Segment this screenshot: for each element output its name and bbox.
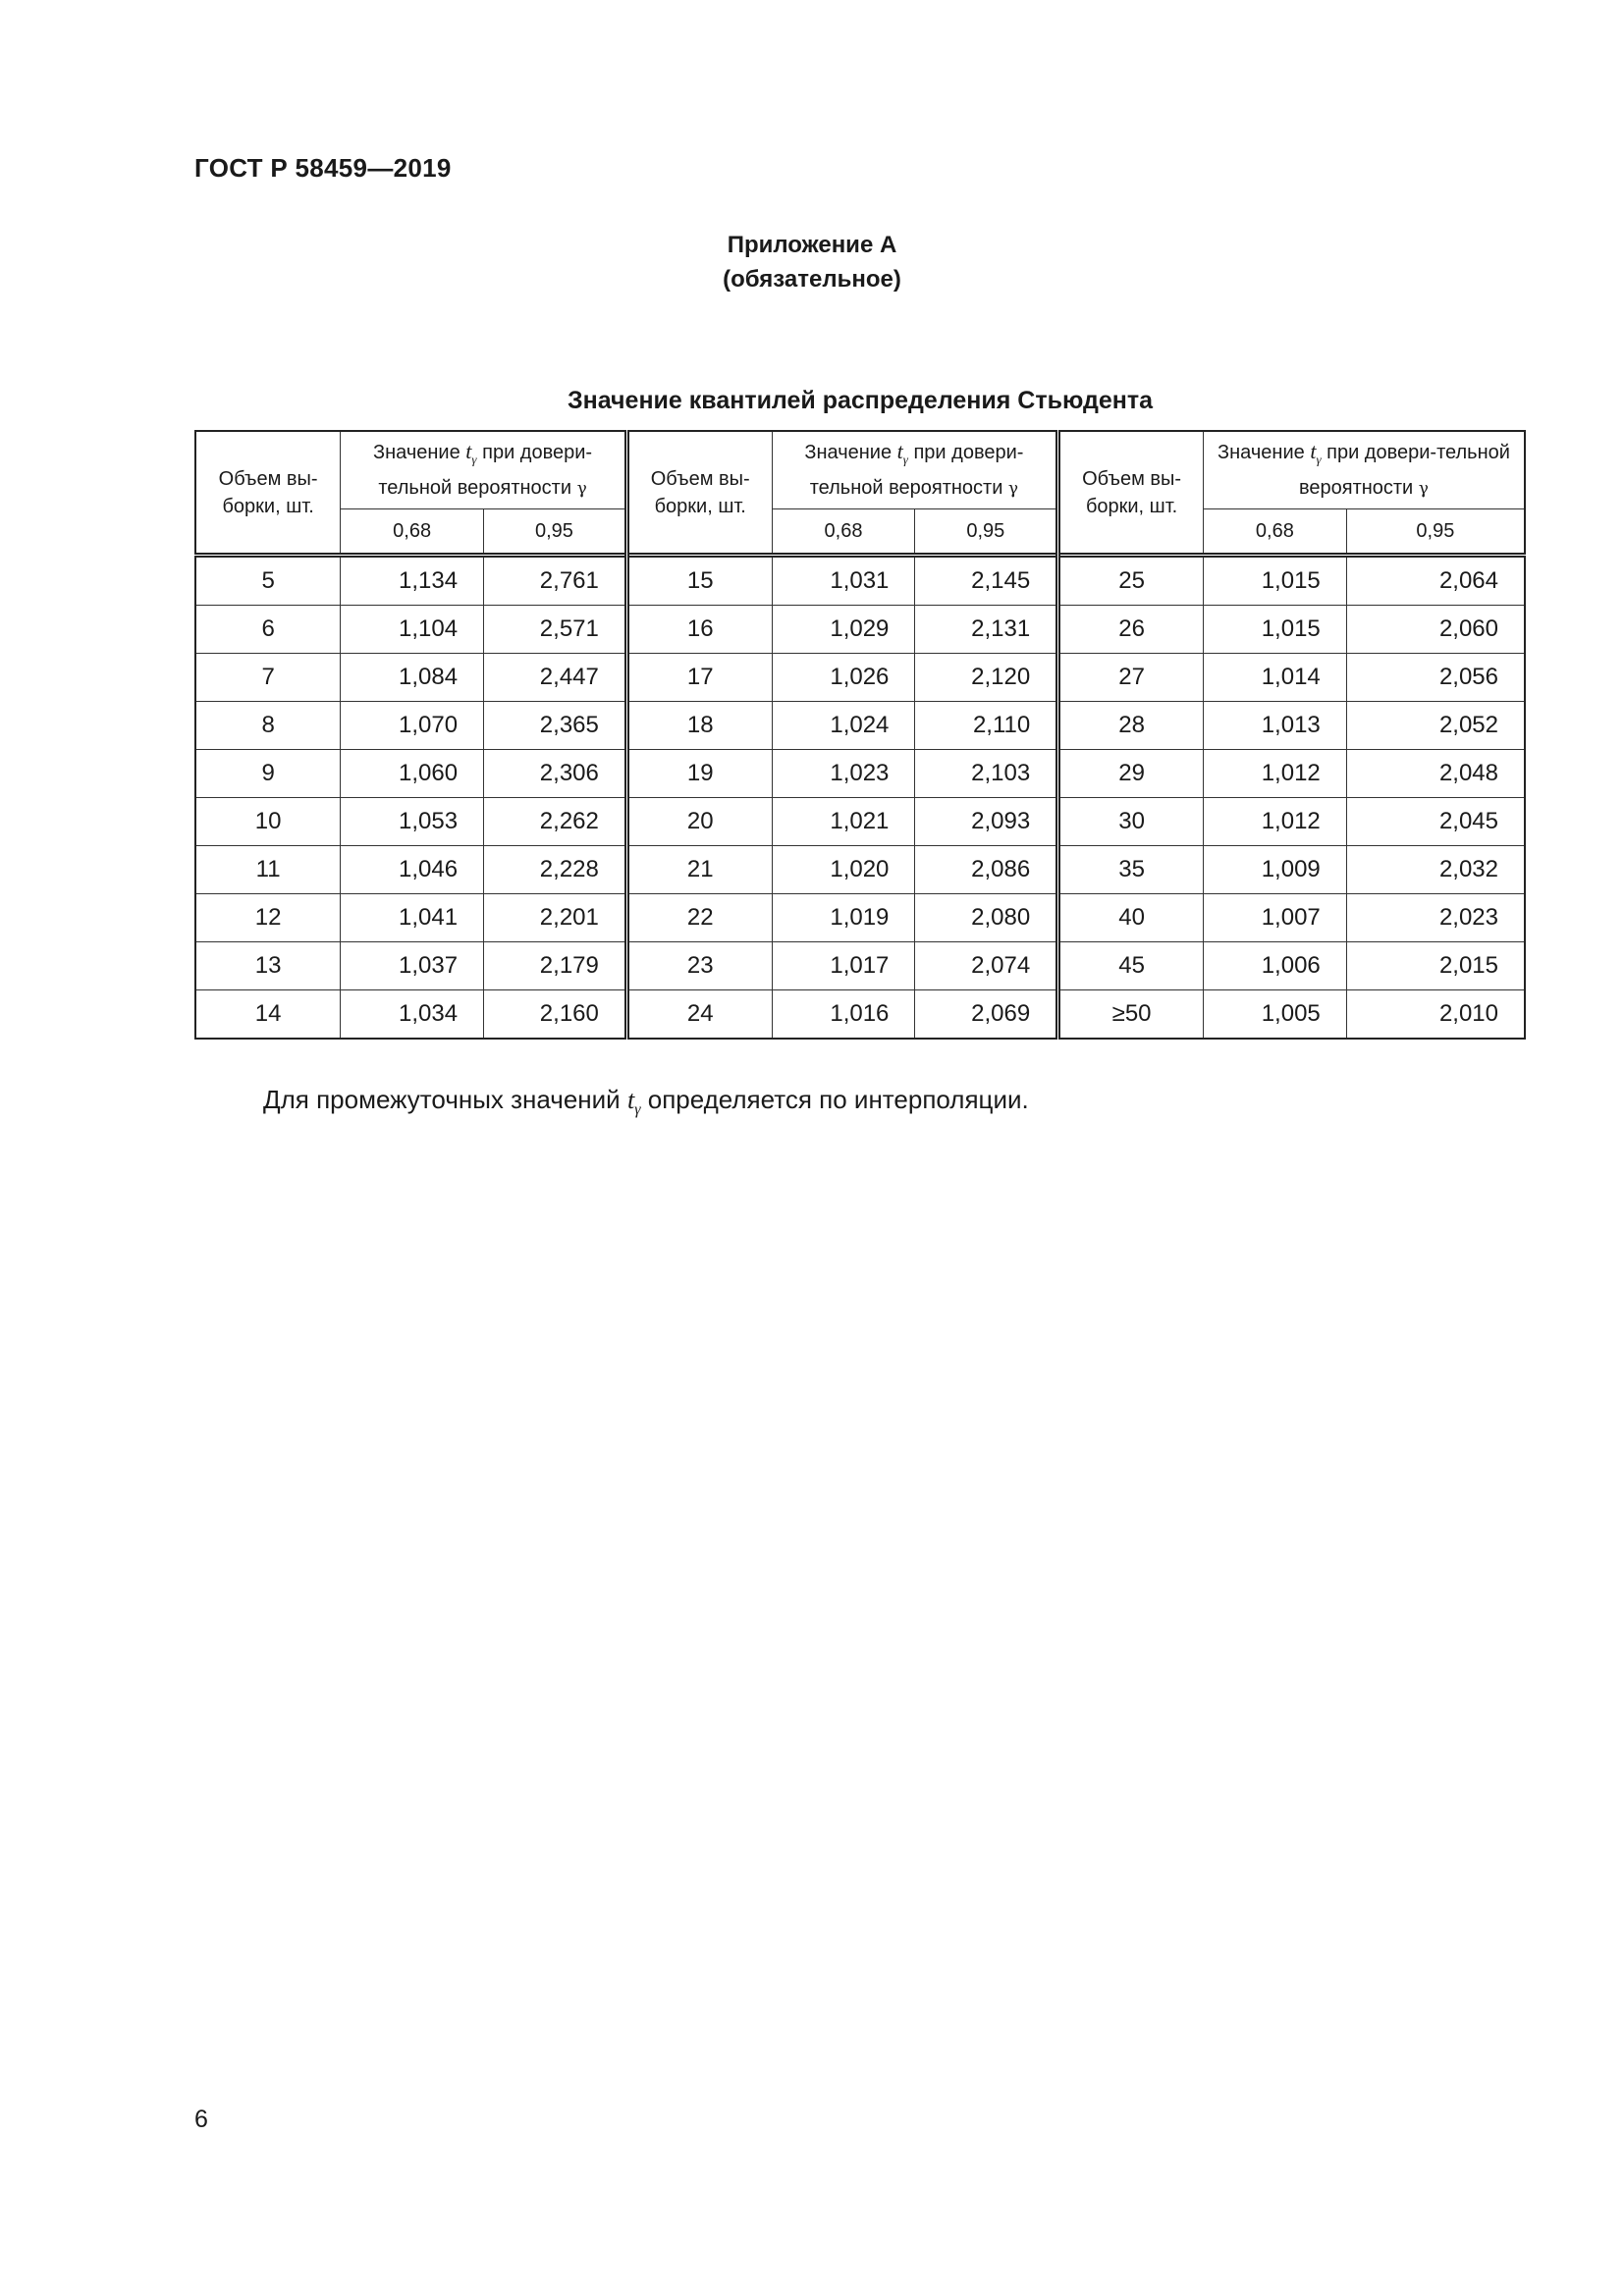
table-row [195, 654, 1525, 702]
quantile-068-cell: 1,053 [341, 798, 484, 846]
header-prob-068: 0,68 [772, 509, 915, 556]
sample-size-cell: 16 [626, 606, 772, 654]
quantile-095-cell: 2,179 [484, 942, 627, 990]
quantile-068-cell: 1,007 [1203, 894, 1346, 942]
quantile-095-cell: 2,201 [484, 894, 627, 942]
table-title: Значение квантилей распределения Стьюдента [567, 387, 1153, 414]
quantile-068-cell: 1,015 [1203, 606, 1346, 654]
table-row [195, 556, 1525, 606]
header-prob-068: 0,68 [341, 509, 484, 556]
sample-size-cell: 45 [1058, 942, 1204, 990]
header-t-value: Значение $t_\gamma$ при довери-тельной вероятности γ [772, 431, 1058, 509]
quantile-068-cell: 1,070 [341, 702, 484, 750]
quantile-095-cell: 2,103 [915, 750, 1058, 798]
quantile-095-cell: 2,160 [484, 990, 627, 1040]
header-sample-size: Объем вы-борки, шт. [195, 431, 341, 556]
sample-size-cell: 14 [195, 990, 341, 1040]
quantile-068-cell: 1,024 [772, 702, 915, 750]
sample-size-cell: 13 [195, 942, 341, 990]
quantile-068-cell: 1,012 [1203, 750, 1346, 798]
sample-size-cell: 12 [195, 894, 341, 942]
t-gamma-symbol: $t_\gamma$ [626, 1086, 641, 1119]
quantile-068-cell: 1,006 [1203, 942, 1346, 990]
quantile-068-cell: 1,012 [1203, 798, 1346, 846]
header-t-value: Значение $t_\gamma$ при довери-тельной вероятности γ [341, 431, 627, 509]
sample-size-cell: 20 [626, 798, 772, 846]
header-prob-068: 0,68 [1203, 509, 1346, 556]
quantile-068-cell: 1,026 [772, 654, 915, 702]
sample-size-cell: 30 [1058, 798, 1204, 846]
table-row [195, 894, 1525, 942]
header-t-value: Значение $t_\gamma$ при довери-тельной вероятности γ [1203, 431, 1525, 509]
quantile-068-cell: 1,017 [772, 942, 915, 990]
quantile-068-cell: 1,104 [341, 606, 484, 654]
quantile-095-cell: 2,571 [484, 606, 627, 654]
sample-size-cell: 10 [195, 798, 341, 846]
sample-size-cell: 21 [626, 846, 772, 894]
header-prob-095: 0,95 [484, 509, 627, 556]
quantile-095-cell: 2,015 [1346, 942, 1525, 990]
sample-size-cell: 7 [195, 654, 341, 702]
quantile-095-cell: 2,032 [1346, 846, 1525, 894]
header-prob-095: 0,95 [1346, 509, 1525, 556]
interpolation-note [263, 1085, 1029, 1119]
quantile-095-cell: 2,023 [1346, 894, 1525, 942]
quantile-095-cell: 2,045 [1346, 798, 1525, 846]
sample-size-cell: 22 [626, 894, 772, 942]
quantile-068-cell: 1,034 [341, 990, 484, 1040]
table-header [195, 431, 1525, 556]
quantile-095-cell: 2,093 [915, 798, 1058, 846]
quantile-095-cell: 2,447 [484, 654, 627, 702]
quantile-068-cell: 1,005 [1203, 990, 1346, 1040]
quantile-068-cell: 1,013 [1203, 702, 1346, 750]
quantile-095-cell: 2,131 [915, 606, 1058, 654]
sample-size-cell: 40 [1058, 894, 1204, 942]
quantile-095-cell: 2,086 [915, 846, 1058, 894]
sample-size-cell: 15 [626, 556, 772, 606]
quantile-068-cell: 1,021 [772, 798, 915, 846]
sample-size-cell: 35 [1058, 846, 1204, 894]
t-gamma-symbol: $t_\gamma$ [1310, 439, 1322, 467]
sample-size-cell: 8 [195, 702, 341, 750]
sample-size-cell: 5 [195, 556, 341, 606]
quantile-095-cell: 2,262 [484, 798, 627, 846]
sample-size-cell: 18 [626, 702, 772, 750]
table-row [195, 750, 1525, 798]
quantile-095-cell: 2,761 [484, 556, 627, 606]
annex-title: Приложение А [727, 232, 897, 258]
sample-size-cell: 6 [195, 606, 341, 654]
quantile-095-cell: 2,052 [1346, 702, 1525, 750]
t-gamma-symbol: $t_\gamma$ [465, 439, 477, 467]
quantile-068-cell: 1,014 [1203, 654, 1346, 702]
sample-size-cell: 27 [1058, 654, 1204, 702]
quantile-068-cell: 1,031 [772, 556, 915, 606]
quantile-068-cell: 1,029 [772, 606, 915, 654]
quantile-095-cell: 2,064 [1346, 556, 1525, 606]
header-sample-size: Объем вы-борки, шт. [1058, 431, 1204, 556]
annex-status: (обязательное) [723, 266, 901, 293]
quantile-095-cell: 2,080 [915, 894, 1058, 942]
quantile-095-cell: 2,010 [1346, 990, 1525, 1040]
table-row [195, 702, 1525, 750]
quantile-068-cell: 1,041 [341, 894, 484, 942]
page-number: 6 [194, 2106, 208, 2133]
quantile-095-cell: 2,060 [1346, 606, 1525, 654]
note-suffix: определяется по интерполяции. [647, 1085, 1029, 1114]
quantile-068-cell: 1,009 [1203, 846, 1346, 894]
quantile-095-cell: 2,048 [1346, 750, 1525, 798]
sample-size-cell: ≥50 [1058, 990, 1204, 1040]
quantile-095-cell: 2,056 [1346, 654, 1525, 702]
note-prefix: Для промежуточных значений [263, 1085, 621, 1114]
table-body [195, 556, 1525, 1040]
quantile-068-cell: 1,037 [341, 942, 484, 990]
quantile-095-cell: 2,069 [915, 990, 1058, 1040]
header-prob-095: 0,95 [915, 509, 1058, 556]
sample-size-cell: 19 [626, 750, 772, 798]
quantile-095-cell: 2,110 [915, 702, 1058, 750]
quantile-068-cell: 1,020 [772, 846, 915, 894]
quantile-068-cell: 1,015 [1203, 556, 1346, 606]
sample-size-cell: 28 [1058, 702, 1204, 750]
table-row [195, 990, 1525, 1040]
sample-size-cell: 26 [1058, 606, 1204, 654]
sample-size-cell: 25 [1058, 556, 1204, 606]
quantile-068-cell: 1,046 [341, 846, 484, 894]
table-row [195, 942, 1525, 990]
student-quantiles-table [194, 430, 1526, 1040]
quantile-095-cell: 2,145 [915, 556, 1058, 606]
table-row [195, 606, 1525, 654]
document-code: ГОСТ Р 58459—2019 [194, 153, 452, 183]
header-sample-size: Объем вы-борки, шт. [626, 431, 772, 556]
annex-heading [0, 228, 1624, 296]
sample-size-cell: 9 [195, 750, 341, 798]
table-row [195, 846, 1525, 894]
quantile-095-cell: 2,074 [915, 942, 1058, 990]
quantile-068-cell: 1,060 [341, 750, 484, 798]
quantile-068-cell: 1,134 [341, 556, 484, 606]
quantile-068-cell: 1,016 [772, 990, 915, 1040]
sample-size-cell: 23 [626, 942, 772, 990]
sample-size-cell: 24 [626, 990, 772, 1040]
quantile-095-cell: 2,306 [484, 750, 627, 798]
sample-size-cell: 11 [195, 846, 341, 894]
t-gamma-symbol: $t_\gamma$ [896, 439, 908, 467]
quantile-068-cell: 1,023 [772, 750, 915, 798]
quantile-095-cell: 2,228 [484, 846, 627, 894]
table-row [195, 798, 1525, 846]
quantile-095-cell: 2,120 [915, 654, 1058, 702]
sample-size-cell: 29 [1058, 750, 1204, 798]
sample-size-cell: 17 [626, 654, 772, 702]
quantile-068-cell: 1,084 [341, 654, 484, 702]
quantile-095-cell: 2,365 [484, 702, 627, 750]
quantile-068-cell: 1,019 [772, 894, 915, 942]
